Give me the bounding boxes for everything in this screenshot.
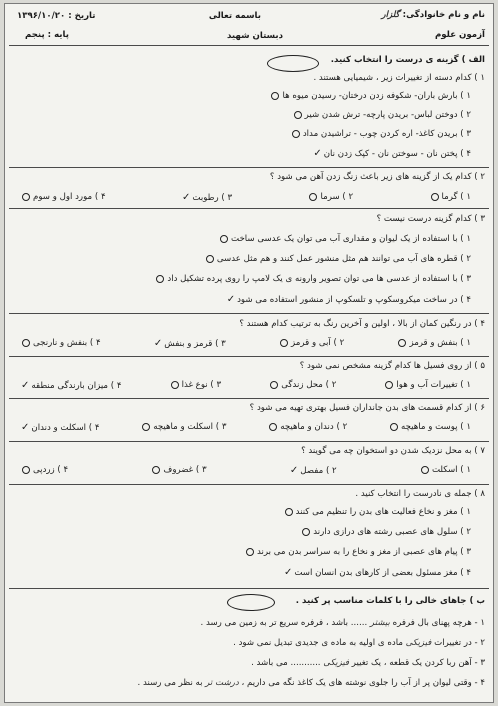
q1-stem: ۱ ) کدام دسته از تغییرات زیر ، شیمیایی هستند . [313,73,485,83]
radio-icon[interactable] [22,339,30,347]
q3-option-1[interactable]: ۱ ) با استفاده از یک لیوان و مقداری آب می توان یک عدسی ساخت [217,234,471,245]
q7-stem: ۷ ) به محل نزدیک شدن دو استخوان چه می گویند ؟ [301,446,485,456]
radio-icon[interactable] [22,193,30,201]
q5-option-1[interactable]: ۱ ) تغییرات آب و هوا [382,380,471,392]
q8-option-4[interactable]: ۴ ) مغز مسئول بعضی از کارهای بدن انسان است✓ [283,567,471,578]
q2-option-4[interactable]: ۴ ) مورد اول و سوم [19,192,106,204]
exam-paper [4,3,494,703]
q6-option-2[interactable]: ۲ ) دندان و ماهیچه [266,422,347,434]
radio-icon[interactable] [246,548,254,556]
divider [9,398,489,399]
q3-option-4[interactable]: ۴ ) در ساخت میکروسکوپ و تلسکوپ از منشور استفاده می شود✓ [226,294,471,305]
q6-stem: ۶ ) از کدام قسمت های بدن جانداران فسیل بهتری تهیه می شود ؟ [249,403,485,413]
q4-options [19,338,471,350]
q7-option-1[interactable]: ۱ ) اسکلت [418,465,471,477]
radio-icon[interactable] [398,339,406,347]
q8-stem: ۸ ) جمله ی نادرست را انتخاب کنید . [355,489,485,499]
radio-icon[interactable] [270,381,278,389]
school-name: دبستان شهید [226,31,283,41]
radio-icon[interactable] [142,423,150,431]
exam-title: آزمون علوم [435,30,485,40]
q1-option-1[interactable]: ۱ ) بارش باران- شکوفه زدن درختان- رسیدن میوه ها [268,91,471,102]
q6-options [19,422,471,434]
radio-icon[interactable] [292,130,300,138]
q7-option-3[interactable]: ۳ ) غضروف [149,465,206,477]
radio-icon[interactable] [390,423,398,431]
handwritten-answer[interactable]: فیزیکی [323,658,350,668]
q1-option-4[interactable]: ۴ ) پختن نان - سوختن نان - کپک زدن نان✓ [313,148,471,159]
q4-option-3[interactable]: ۳ ) قرمز و بنفش✓ [153,338,226,349]
check-mark-icon: ✓ [153,338,163,349]
radio-icon[interactable] [302,528,310,536]
check-mark-icon: ✓ [181,192,191,203]
fill-line-1: ۱ - هرچه پهنای بال فرفره بیشتر ...... باشد ، فرفره سریع تر به زمین می رسد . [200,618,485,628]
fill-line-2: ۲ - در تغییرات فیزیکی ماده ی اولیه به ماده ی جدیدی تبدیل نمی شود . [233,638,485,648]
q3-option-2[interactable]: ۲ ) قطره های آب می توانند هم مثل منشور عمل کنند و هم مثل عدسی [203,254,471,265]
divider [9,356,489,357]
q6-option-3[interactable]: ۳ ) اسکلت و ماهیچه [139,422,226,434]
divider [9,45,489,46]
section-b-title: ب ) جاهای خالی را با کلمات مناسب پر کنید . [295,596,485,606]
q7-option-2[interactable]: ۲ ) مفصل✓ [289,465,337,476]
grade: پایه : پنجم [25,30,69,40]
handwritten-answer[interactable]: فیزیکی [405,638,432,648]
section-a-title: الف ) گزینه ی درست را انتخاب کنید. [330,55,485,65]
q5-option-3[interactable]: ۳ ) نوع غذا [168,380,222,392]
divider [9,588,489,589]
q5-option-4[interactable]: ۴ ) میزان بارندگی منطقه✓ [21,380,122,391]
score-circle [267,55,319,72]
q5-option-2[interactable]: ۲ ) محل زندگی [267,380,336,392]
handwritten-answer[interactable]: درشت تر [205,678,239,688]
q5-options [19,380,471,392]
radio-icon[interactable] [152,466,160,474]
q4-option-4[interactable]: ۴ ) بنفش و نارنجی [19,338,101,350]
radio-icon[interactable] [171,381,179,389]
radio-icon[interactable] [280,339,288,347]
radio-icon[interactable] [220,235,228,243]
divider [9,441,489,442]
divider [9,208,489,209]
check-mark-icon: ✓ [21,422,30,433]
q2-option-3[interactable]: ۳ ) رطوبت✓ [181,192,233,203]
radio-icon[interactable] [285,508,293,516]
q2-stem: ۲ ) کدام یک از گزینه های زیر باعث زنگ زدن آهن می شود ؟ [269,172,485,182]
q4-option-2[interactable]: ۲ ) آبی و قرمز [277,338,344,350]
q3-stem: ۳ ) کدام گزینه درست نیست ؟ [376,214,485,224]
radio-icon[interactable] [385,381,393,389]
check-mark-icon: ✓ [21,380,30,391]
q4-stem: ۴ ) در رنگین کمان از بالا ، اولین و آخرین رنگ به ترتیب کدام هستند ؟ [239,319,485,329]
q2-option-1[interactable]: ۱ ) گرما [428,192,472,204]
check-mark-icon: ✓ [226,294,236,305]
radio-icon[interactable] [271,92,279,100]
q5-stem: ۵ ) از روی فسیل ها کدام گزینه مشخص نمی شود ؟ [299,361,485,371]
radio-icon[interactable] [294,111,302,119]
q1-option-3[interactable]: ۳ ) بریدن کاغذ- اره کردن چوب - تراشیدن مداد [289,129,471,140]
radio-icon[interactable] [421,466,429,474]
score-circle [227,594,275,611]
radio-icon[interactable] [431,193,439,201]
q8-option-2[interactable]: ۲ ) سلول های عصبی رشته های درازی دارند [299,527,471,538]
q7-option-4[interactable]: ۴ ) زردپی [19,465,68,477]
divider [9,484,489,485]
radio-icon[interactable] [22,466,30,474]
radio-icon[interactable] [309,193,317,201]
handwritten-answer[interactable]: بیشتر [369,618,390,628]
divider [9,313,489,314]
q4-option-1[interactable]: ۱ ) بنفش و قرمز [395,338,471,350]
divider [9,167,489,168]
q2-option-2[interactable]: ۲ ) سرما [306,192,353,204]
q6-option-4[interactable]: ۴ ) اسکلت و دندان✓ [21,422,100,433]
q8-option-1[interactable]: ۱ ) مغز و نخاع فعالیت های بدن را تنظیم می کنند [282,507,471,518]
check-mark-icon: ✓ [313,148,322,159]
name-handwriting: گلزار [381,10,400,20]
bismillah: باسمه تعالی [208,11,261,21]
q6-option-1[interactable]: ۱ ) پوست و ماهیچه [387,422,471,434]
exam-date: تاریخ : ۱۳۹۶/۱۰/۲۰ [17,11,96,21]
radio-icon[interactable] [206,255,214,263]
q1-option-2[interactable]: ۲ ) دوختن لباس- بریدن پارچه- ترش شدن شیر [291,110,471,121]
check-mark-icon: ✓ [283,567,293,578]
q8-option-3[interactable]: ۳ ) پیام های عصبی از مغز و نخاع را به سراسر بدن می برند [243,547,471,558]
q2-options [19,192,471,204]
radio-icon[interactable] [269,423,277,431]
fill-line-4: ۴ - وقتی لیوان پر از آب را جلوی نوشته های یک کاغذ نگه می داریم ، درشت تر به نظر می رسند . [137,678,485,688]
q7-options [19,465,471,477]
check-mark-icon: ✓ [289,465,299,476]
radio-icon[interactable] [156,275,164,283]
name-label: نام و نام خانوادگی: گلزار [381,10,485,20]
fill-line-3: ۳ - آهن ربا کردن یک قطعه ، یک تغییر فیزیکی ........... می باشد . [251,658,485,668]
q3-option-3[interactable]: ۳ ) با استفاده از عدسی ها می توان تصویر وارونه ی یک لامپ را روی پرده تشکیل داد [153,274,471,285]
